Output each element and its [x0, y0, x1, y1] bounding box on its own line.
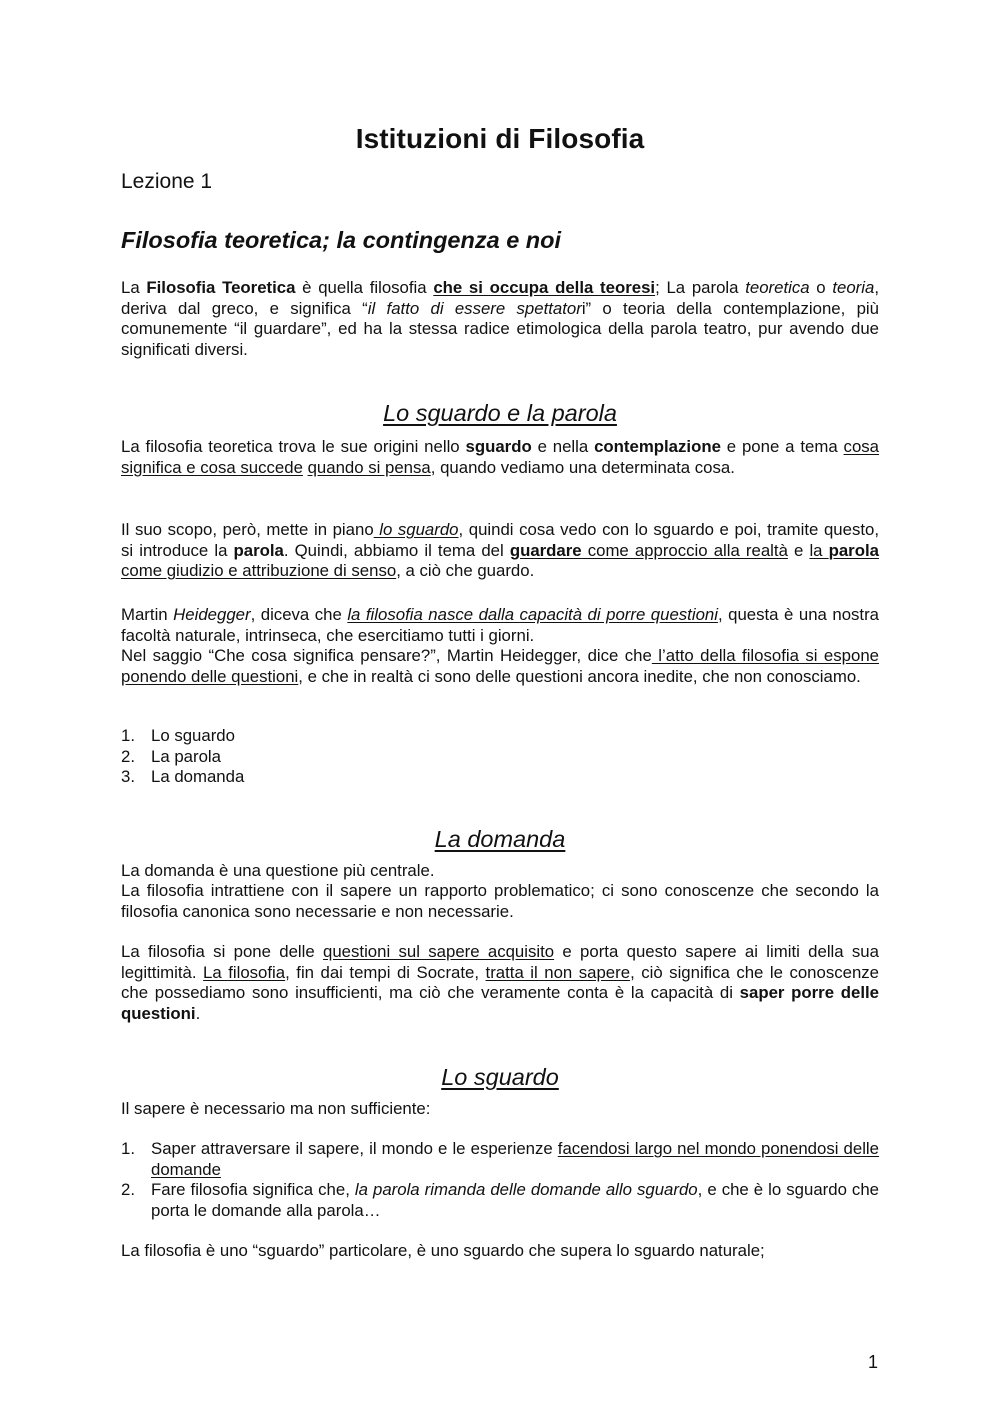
section3-paragraph-2: La filosofia è uno “sguardo” particolare, è uno sguardo che supera lo sguardo naturale;: [121, 1241, 765, 1260]
lesson-label: Lezione 1: [121, 170, 213, 193]
section2-paragraph-1: La domanda è una questione più centrale.: [121, 861, 435, 880]
page-number: 1: [868, 1352, 879, 1372]
list-item-number: 3.: [121, 767, 135, 786]
list-item-number: 2.: [121, 1180, 135, 1199]
list-item-text: Lo sguardo: [151, 726, 235, 745]
document-subtitle: Filosofia teoretica; la contingenza e noi: [121, 227, 562, 253]
section-heading-domanda: La domanda: [434, 826, 566, 852]
section1-paragraph-2: Il suo scopo, però, mette in piano lo sguardo, quindi cosa vedo con lo sguardo e poi, tramite questo, si introduce la parola. Quindi, abbiamo il tema del guardare come approccio alla realtà e la parola come giudizio e attribuzione di senso, a ciò che guardo.: [121, 520, 879, 580]
section1-list: [121, 726, 879, 788]
list-item-number: 1.: [121, 726, 135, 745]
section1-paragraph-1: La filosofia teoretica trova le sue origini nello sguardo e nella contemplazione e pone a tema cosa significa e cosa succede quando si pensa, quando vediamo una determinata cosa.: [121, 437, 879, 477]
document-title: Istituzioni di Filosofia: [355, 123, 645, 154]
list-item-number: 1.: [121, 1139, 135, 1158]
list-item: [121, 726, 879, 747]
section3-paragraph-1: Il sapere è necessario ma non sufficiente:: [121, 1099, 431, 1118]
list-item: 1. Saper attraversare il sapere, il mondo e le esperienze facendosi largo nel mondo ponendosi delle domande: [121, 1139, 879, 1179]
list-item-text: La parola: [151, 746, 221, 766]
section2-paragraph-3: La filosofia si pone delle questioni sul sapere acquisito e porta questo sapere ai limiti della sua legittimità. La filosofia, fin dai tempi di Socrate, tratta il non sapere, ciò significa che le conoscenze che possediamo sono insufficienti, ma ciò che veramente conta è la capacità di saper porre delle questioni.: [121, 942, 880, 1023]
list-item: 2. Fare filosofia significa che, la parola rimanda delle domande allo sguardo, e che è lo sguardo che porta le domande alla parola…: [121, 1180, 879, 1220]
section2-paragraph-2: La filosofia intrattiene con il sapere un rapporto problematico; ci sono conoscenze che secondo la filosofia canonica sono necessarie e non necessarie.: [121, 881, 879, 921]
list-item: [121, 747, 879, 768]
section3-list: [121, 1139, 879, 1221]
list-item: [121, 767, 879, 788]
intro-paragraph: La Filosofia Teoretica è quella filosofia che si occupa della teoresi; La parola teoretica o teoria, deriva dal greco, e significa “il fatto di essere spettatori” o teoria della contemplazione, più comunemente “il guardare”, ed ha la stessa radice etimologica della parola teatro, pur avendo due significati diversi.: [121, 278, 879, 359]
section-heading-sguardo: Lo sguardo: [441, 1064, 559, 1090]
list-item-text: La domanda: [151, 767, 245, 786]
section1-paragraph-4: Nel saggio “Che cosa significa pensare?”, Martin Heidegger, dice che l’atto della filosofia si espone ponendo delle questioni, e che in realtà ci sono delle questioni ancora inedite, che non conosciamo.: [121, 646, 879, 686]
section-heading-sguardo-parola: Lo sguardo e la parola: [383, 400, 617, 426]
section1-paragraph-3: Martin Heidegger, diceva che la filosofia nasce dalla capacità di porre questioni, questa è una nostra facoltà naturale, intrinseca, che esercitiamo tutti i giorni.: [121, 605, 880, 645]
list-item-number: 2.: [121, 746, 135, 766]
